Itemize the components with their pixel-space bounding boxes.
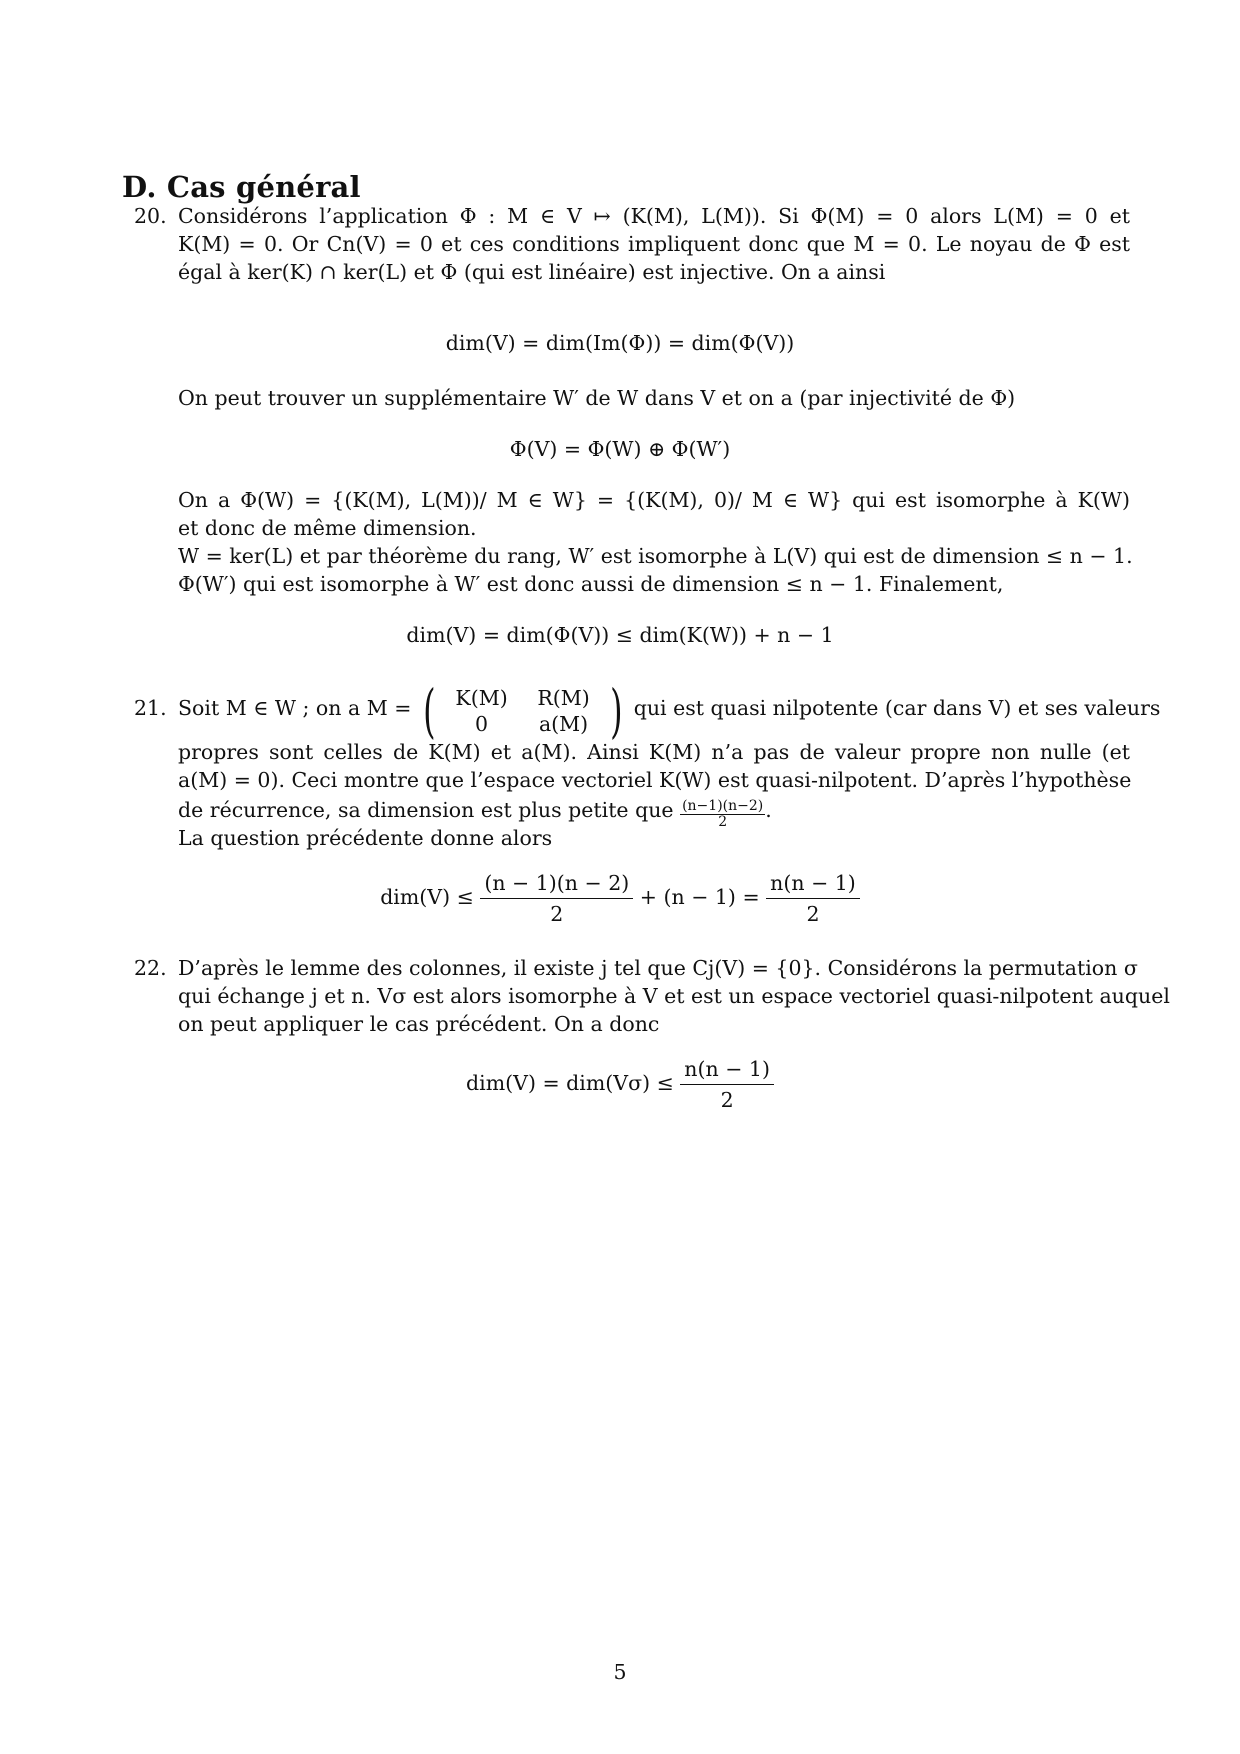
eq22-lhs: dim(V) = dim(Vσ) ≤ [466,1071,674,1095]
small-fraction-den: 2 [718,814,728,830]
equation-dim-im: dim(V) = dim(Im(Φ)) = dim(Φ(V)) [445,331,795,355]
item20-line-2: K(M) = 0. Or Cn(V) = 0 et ces conditions impliquent donc que M = 0. Le noyau de Φ est [178,232,1130,256]
equation-item21 [0,868,1240,929]
eq21-mid: + (n − 1) = [639,885,760,909]
item21-line-2: a(M) = 0). Ceci montre que l’espace vectoriel K(W) est quasi-nilpotent. D’après l’hypothèse [178,768,1132,792]
left-paren: ( [423,676,436,745]
item20-line-1: Considérons l’application Φ : M ∈ V ↦ (K(M), L(M)). Si Φ(M) = 0 alors L(M) = 0 et [178,204,1130,228]
eq21-f1-num: (n − 1)(n − 2) [480,868,633,899]
page-number: 5 [613,1660,627,1684]
eq21-f2-num: n(n − 1) [766,868,860,899]
item-number-22: 22. [134,956,167,980]
matrix-cell-zero: 0 [475,711,489,736]
equation-item22 [0,1054,1240,1115]
item21-line-3-text: de récurrence, sa dimension est plus petite que [178,798,674,822]
eq21-lhs: dim(V) ≤ [380,885,474,909]
item20-line-5: et donc de même dimension. [178,516,477,540]
item21-line-3: de récurrence, sa dimension est plus petite que $\frac{(n-1)(n-2)}{2}$ . [178,798,772,830]
item21-line-4: La question précédente donne alors [178,826,553,850]
eq21-f1-den: 2 [550,902,564,926]
eq22-num: n(n − 1) [680,1054,774,1085]
item20-line-6: W = ker(L) et par théorème du rang, W′ est isomorphe à L(V) qui est de dimension ≤ n − 1. [178,544,1133,568]
item20-line-4: On a Φ(W) = {(K(M), L(M))/ M ∈ W} = {(K(M), 0)/ M ∈ W} qui est isomorphe à K(W) [178,488,1130,512]
section-title: D. Cas général [122,170,361,204]
equation-direct-sum: Φ(V) = Φ(W) ⊕ Φ(W′) [509,437,731,461]
item20-line-3: égal à ker(K) ∩ ker(L) et Φ (qui est linéaire) est injective. On a ainsi [178,260,886,284]
item21-matrix-line [178,676,1161,745]
item21-line-1: propres sont celles de K(M) et a(M). Ainsi K(M) n’a pas de valeur propre non nulle (et [178,740,1130,764]
right-paren: ) [609,676,623,745]
small-fraction-num: (n−1)(n−2) [682,798,764,814]
eq21-f2-den: 2 [806,902,820,926]
item20-line-7: Φ(W′) qui est isomorphe à W′ est donc aussi de dimension ≤ n − 1. Finalement, [178,572,1004,596]
item21-lead: Soit M ∈ W ; on a M = [178,696,412,720]
block-matrix [418,676,627,745]
item22-line-2: qui échange j et n. Vσ est alors isomorphe à V et est un espace vectoriel quasi-nilpotent auquel [178,984,1170,1008]
item22-line-1: D’après le lemme des colonnes, il existe j tel que Cj(V) = {0}. Considérons la permutation σ [178,956,1138,980]
eq22-den: 2 [720,1088,734,1112]
item21-after-matrix: qui est quasi nilpotente (car dans V) et ses valeurs [633,696,1161,720]
equation-final-bound: dim(V) = dim(Φ(V)) ≤ dim(K(W)) + n − 1 [406,623,834,647]
item22-line-3: on peut appliquer le cas précédent. On a donc [178,1012,660,1036]
item-number-20: 20. [134,204,167,228]
eq21-fraction-1 [480,868,633,929]
item20-supplementary-text: On peut trouver un supplémentaire W′ de W dans V et on a (par injectivité de Φ) [178,386,1016,410]
item-number-21: 21. [134,696,167,720]
eq21-fraction-2 [766,868,860,929]
matrix-cell-K: K(M) [455,685,508,710]
eq22-fraction [680,1054,774,1115]
matrix-cell-R: R(M) [537,685,590,710]
matrix-cell-a: a(M) [538,711,589,736]
